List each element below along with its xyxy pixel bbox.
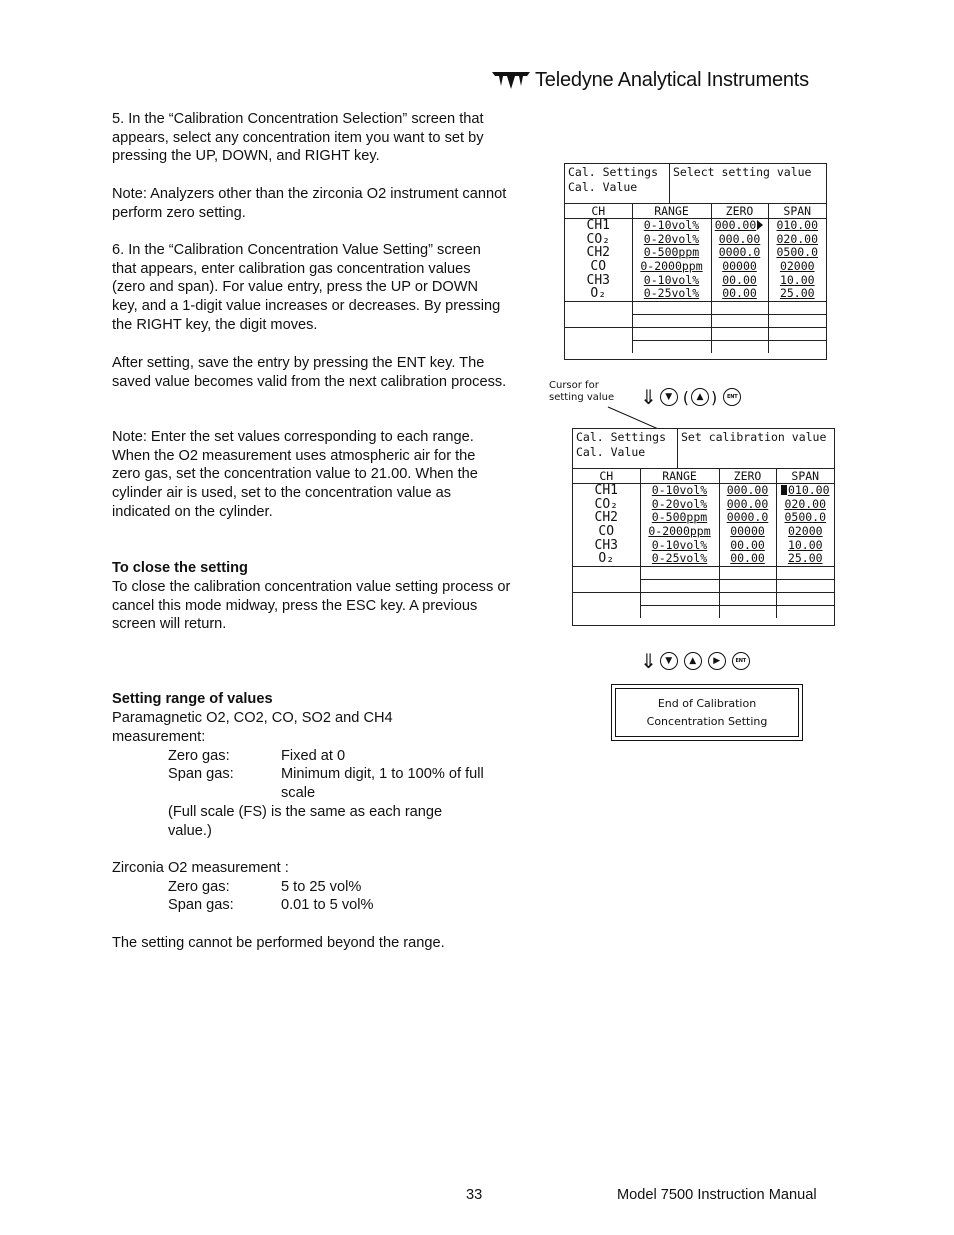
- screen2-col-ch: CH: [573, 469, 640, 484]
- paramagnetic-span-label: Span gas:: [168, 766, 234, 782]
- step-6-paragraph: 6. In the “Calibration Concentration Value Setting” screen that appears, enter calibration gas concentration values (zero and span). For value entry, press the UP or DOWN key, and a 1-digit value increases or decreases. By pressing the RIGHT key, the digit moves.: [112, 242, 501, 333]
- screen2-col-zero: ZERO: [719, 469, 776, 484]
- screen2-prompt: Set calibration value: [681, 430, 827, 444]
- end-of-calibration-box: [611, 684, 803, 741]
- range-value: 0-25vol%: [640, 552, 719, 566]
- span-value[interactable]: 10.00: [768, 273, 826, 287]
- screen2-empty-row: [573, 566, 834, 579]
- screen1-title: [565, 164, 670, 204]
- end-box-inner: [615, 688, 799, 737]
- cursor-label: Cursor for setting value: [549, 380, 615, 403]
- screen2-table: [573, 469, 834, 618]
- zirconia-zero-row: [168, 878, 508, 897]
- screen1-row-1[interactable]: [565, 219, 826, 233]
- screen2-row-5[interactable]: [573, 538, 834, 552]
- teledyne-logo-icon: [491, 69, 531, 91]
- zero-value[interactable]: 00000: [711, 260, 768, 274]
- up-key-icon[interactable]: ▲: [691, 388, 709, 406]
- close-setting-heading: To close the setting: [112, 560, 248, 576]
- screen2-prompt-box: [678, 429, 834, 469]
- zirconia-span-row: [168, 896, 508, 915]
- span-value[interactable]: 010.00: [768, 219, 826, 233]
- paramagnetic-intro: Paramagnetic O2, CO2, CO, SO2 and CH4 measurement:: [112, 710, 393, 745]
- zero-value[interactable]: 00.00: [711, 273, 768, 287]
- screen2-title-line2: Cal. Value: [576, 444, 646, 459]
- range-value: 0-2000ppm: [640, 525, 719, 539]
- screen1-col-zero: ZERO: [711, 204, 768, 219]
- range-value: 0-2000ppm: [632, 260, 711, 274]
- paren-close: ): [711, 387, 718, 407]
- selection-screen: [564, 163, 827, 360]
- zirconia-span-value: 0.01 to 5 vol%: [281, 897, 374, 913]
- zero-value[interactable]: 00000: [719, 525, 776, 539]
- screen1-header-row: [565, 204, 826, 219]
- channel-label: O₂: [598, 551, 615, 567]
- page-header: [491, 66, 809, 94]
- end-box-line1: End of Calibration: [657, 696, 757, 710]
- range-value: 0-10vol%: [640, 538, 719, 552]
- screen2-row-2[interactable]: [573, 498, 834, 512]
- paramagnetic-zero-value: Fixed at 0: [281, 748, 346, 764]
- range-value: 0-10vol%: [632, 219, 711, 233]
- range-value: 0-20vol%: [640, 498, 719, 512]
- screen1-empty-row: [565, 327, 826, 340]
- screen1-table: [565, 204, 826, 353]
- paren-open: (: [682, 387, 690, 407]
- manual-title: Model 7500 Instruction Manual: [617, 1187, 817, 1203]
- close-setting-text: To close the calibration concentration value setting process or cancel this mode midway, press the ESC key. A previous screen will return.: [112, 579, 511, 633]
- screen2-header-row: [573, 469, 834, 484]
- key-row-2: [640, 651, 750, 671]
- right-key-icon[interactable]: ▶: [708, 652, 726, 670]
- span-value[interactable]: 0500.0: [768, 246, 826, 260]
- save-entry-paragraph: After setting, save the entry by pressing the ENT key. The saved value becomes valid from the next calibration process.: [112, 355, 507, 390]
- paramagnetic-span-value: Minimum digit, 1 to 100% of full scale: [281, 766, 484, 801]
- key-row-1: [640, 387, 741, 407]
- digit-cursor-icon: [781, 485, 787, 495]
- span-value[interactable]: 020.00: [768, 233, 826, 247]
- channel-label: CO₂: [586, 232, 610, 247]
- zero-value[interactable]: 000.00: [719, 498, 776, 512]
- screen1-prompt: Select setting value: [673, 165, 812, 179]
- screen1-title-line2: Cal. Value: [568, 179, 638, 194]
- channel-label: CH1: [594, 483, 618, 498]
- zero-value[interactable]: 0000.0: [711, 246, 768, 260]
- down-key-icon[interactable]: ▼: [660, 652, 678, 670]
- enter-key-icon[interactable]: ENT: [723, 388, 741, 406]
- screen2-empty-row: [573, 592, 834, 605]
- range-value: 0-500ppm: [632, 246, 711, 260]
- screen1-row-5[interactable]: [565, 273, 826, 287]
- zero-value[interactable]: 00.00: [719, 552, 776, 566]
- zero-value[interactable]: 00.00: [719, 538, 776, 552]
- screen1-col-span: SPAN: [768, 204, 826, 219]
- zirconia-zero-label: Zero gas:: [168, 879, 230, 895]
- note-set-values: Note: Enter the set values corresponding to each range. When the O2 measurement uses atmospheric air for the zero gas, set the concentration value to 21.00. When the cylinder air is used, set to the concentration value as indicated on the cylinder.: [112, 429, 478, 520]
- double-down-arrow-icon: ⇓: [640, 385, 654, 409]
- screen2-row-4[interactable]: [573, 525, 834, 539]
- zero-value[interactable]: 0000.0: [719, 511, 776, 525]
- up-key-icon[interactable]: ▲: [684, 652, 702, 670]
- screen2-row-1[interactable]: [573, 484, 834, 498]
- closing-sentence: The setting cannot be performed beyond the range.: [112, 935, 445, 951]
- zirconia-intro: Zirconia O2 measurement :: [112, 860, 289, 876]
- screen1-col-range: RANGE: [632, 204, 711, 219]
- channel-label: CO: [590, 259, 607, 274]
- screen1-empty-row: [565, 301, 826, 314]
- screen1-row-2[interactable]: [565, 233, 826, 247]
- screen2-title: [573, 429, 678, 469]
- span-value[interactable]: 25.00: [776, 552, 834, 566]
- range-value: 0-20vol%: [632, 233, 711, 247]
- screen1-title-line1: Cal. Settings: [568, 165, 659, 179]
- span-value[interactable]: 0500.0: [776, 511, 834, 525]
- screen1-row-4[interactable]: [565, 260, 826, 274]
- enter-key-icon[interactable]: ENT: [732, 652, 750, 670]
- range-value: 0-500ppm: [640, 511, 719, 525]
- channel-label: CO₂: [594, 497, 618, 512]
- paramagnetic-span-row: [168, 765, 508, 803]
- span-value[interactable]: 020.00: [776, 498, 834, 512]
- span-value[interactable]: 25.00: [768, 287, 826, 301]
- down-key-icon[interactable]: ▼: [660, 388, 678, 406]
- screen2-col-span: SPAN: [776, 469, 834, 484]
- full-scale-note: (Full scale (FS) is the same as each range value.): [168, 804, 443, 839]
- zero-value[interactable]: 000.00: [719, 484, 776, 498]
- zero-value[interactable]: 000.00: [711, 233, 768, 247]
- zirconia-zero-value: 5 to 25 vol%: [281, 879, 362, 895]
- channel-label: CH2: [586, 246, 610, 260]
- range-value: 0-25vol%: [632, 287, 711, 301]
- setting-range-heading: Setting range of values: [112, 691, 273, 707]
- value-setting-screen: [572, 428, 835, 626]
- channel-label: CH2: [594, 511, 618, 525]
- brand-name: Teledyne Analytical Instruments: [535, 68, 809, 91]
- screen1-col-ch: CH: [565, 204, 632, 219]
- channel-label: CH3: [594, 538, 618, 552]
- channel-label: CO: [598, 524, 615, 539]
- range-value: 0-10vol%: [640, 484, 719, 498]
- paramagnetic-zero-row: [168, 747, 508, 766]
- screen2-row-6[interactable]: [573, 552, 834, 566]
- screen1-row-6[interactable]: [565, 287, 826, 301]
- channel-label: CH1: [586, 218, 610, 233]
- span-value[interactable]: 02000: [768, 260, 826, 274]
- screen2-col-range: RANGE: [640, 469, 719, 484]
- range-value: 0-10vol%: [632, 273, 711, 287]
- screen1-row-3[interactable]: [565, 246, 826, 260]
- end-box-line2: Concentration Setting: [646, 714, 768, 728]
- zero-value[interactable]: 00.00: [711, 287, 768, 301]
- span-value[interactable]: 02000: [776, 525, 834, 539]
- channel-label: O₂: [590, 286, 607, 302]
- screen1-prompt-box: [670, 164, 826, 204]
- span-value[interactable]: 010.00: [776, 484, 834, 498]
- screen2-title-line1: Cal. Settings: [576, 430, 667, 444]
- zero-value[interactable]: 000.00: [711, 219, 768, 233]
- double-down-arrow-icon: ⇓: [640, 649, 654, 673]
- zirconia-span-label: Span gas:: [168, 897, 234, 913]
- note-zero-setting: Note: Analyzers other than the zirconia O2 instrument cannot perform zero setting.: [112, 186, 507, 221]
- screen2-row-3[interactable]: [573, 511, 834, 525]
- paramagnetic-zero-label: Zero gas:: [168, 748, 230, 764]
- page-number: 33: [466, 1187, 483, 1203]
- span-value[interactable]: 10.00: [776, 538, 834, 552]
- selection-arrow-icon: [757, 220, 763, 230]
- step-5-paragraph: 5. In the “Calibration Concentration Selection” screen that appears, select any concentration item you want to set by pressing the UP, DOWN, and RIGHT key.: [112, 111, 484, 165]
- channel-label: CH3: [586, 273, 610, 287]
